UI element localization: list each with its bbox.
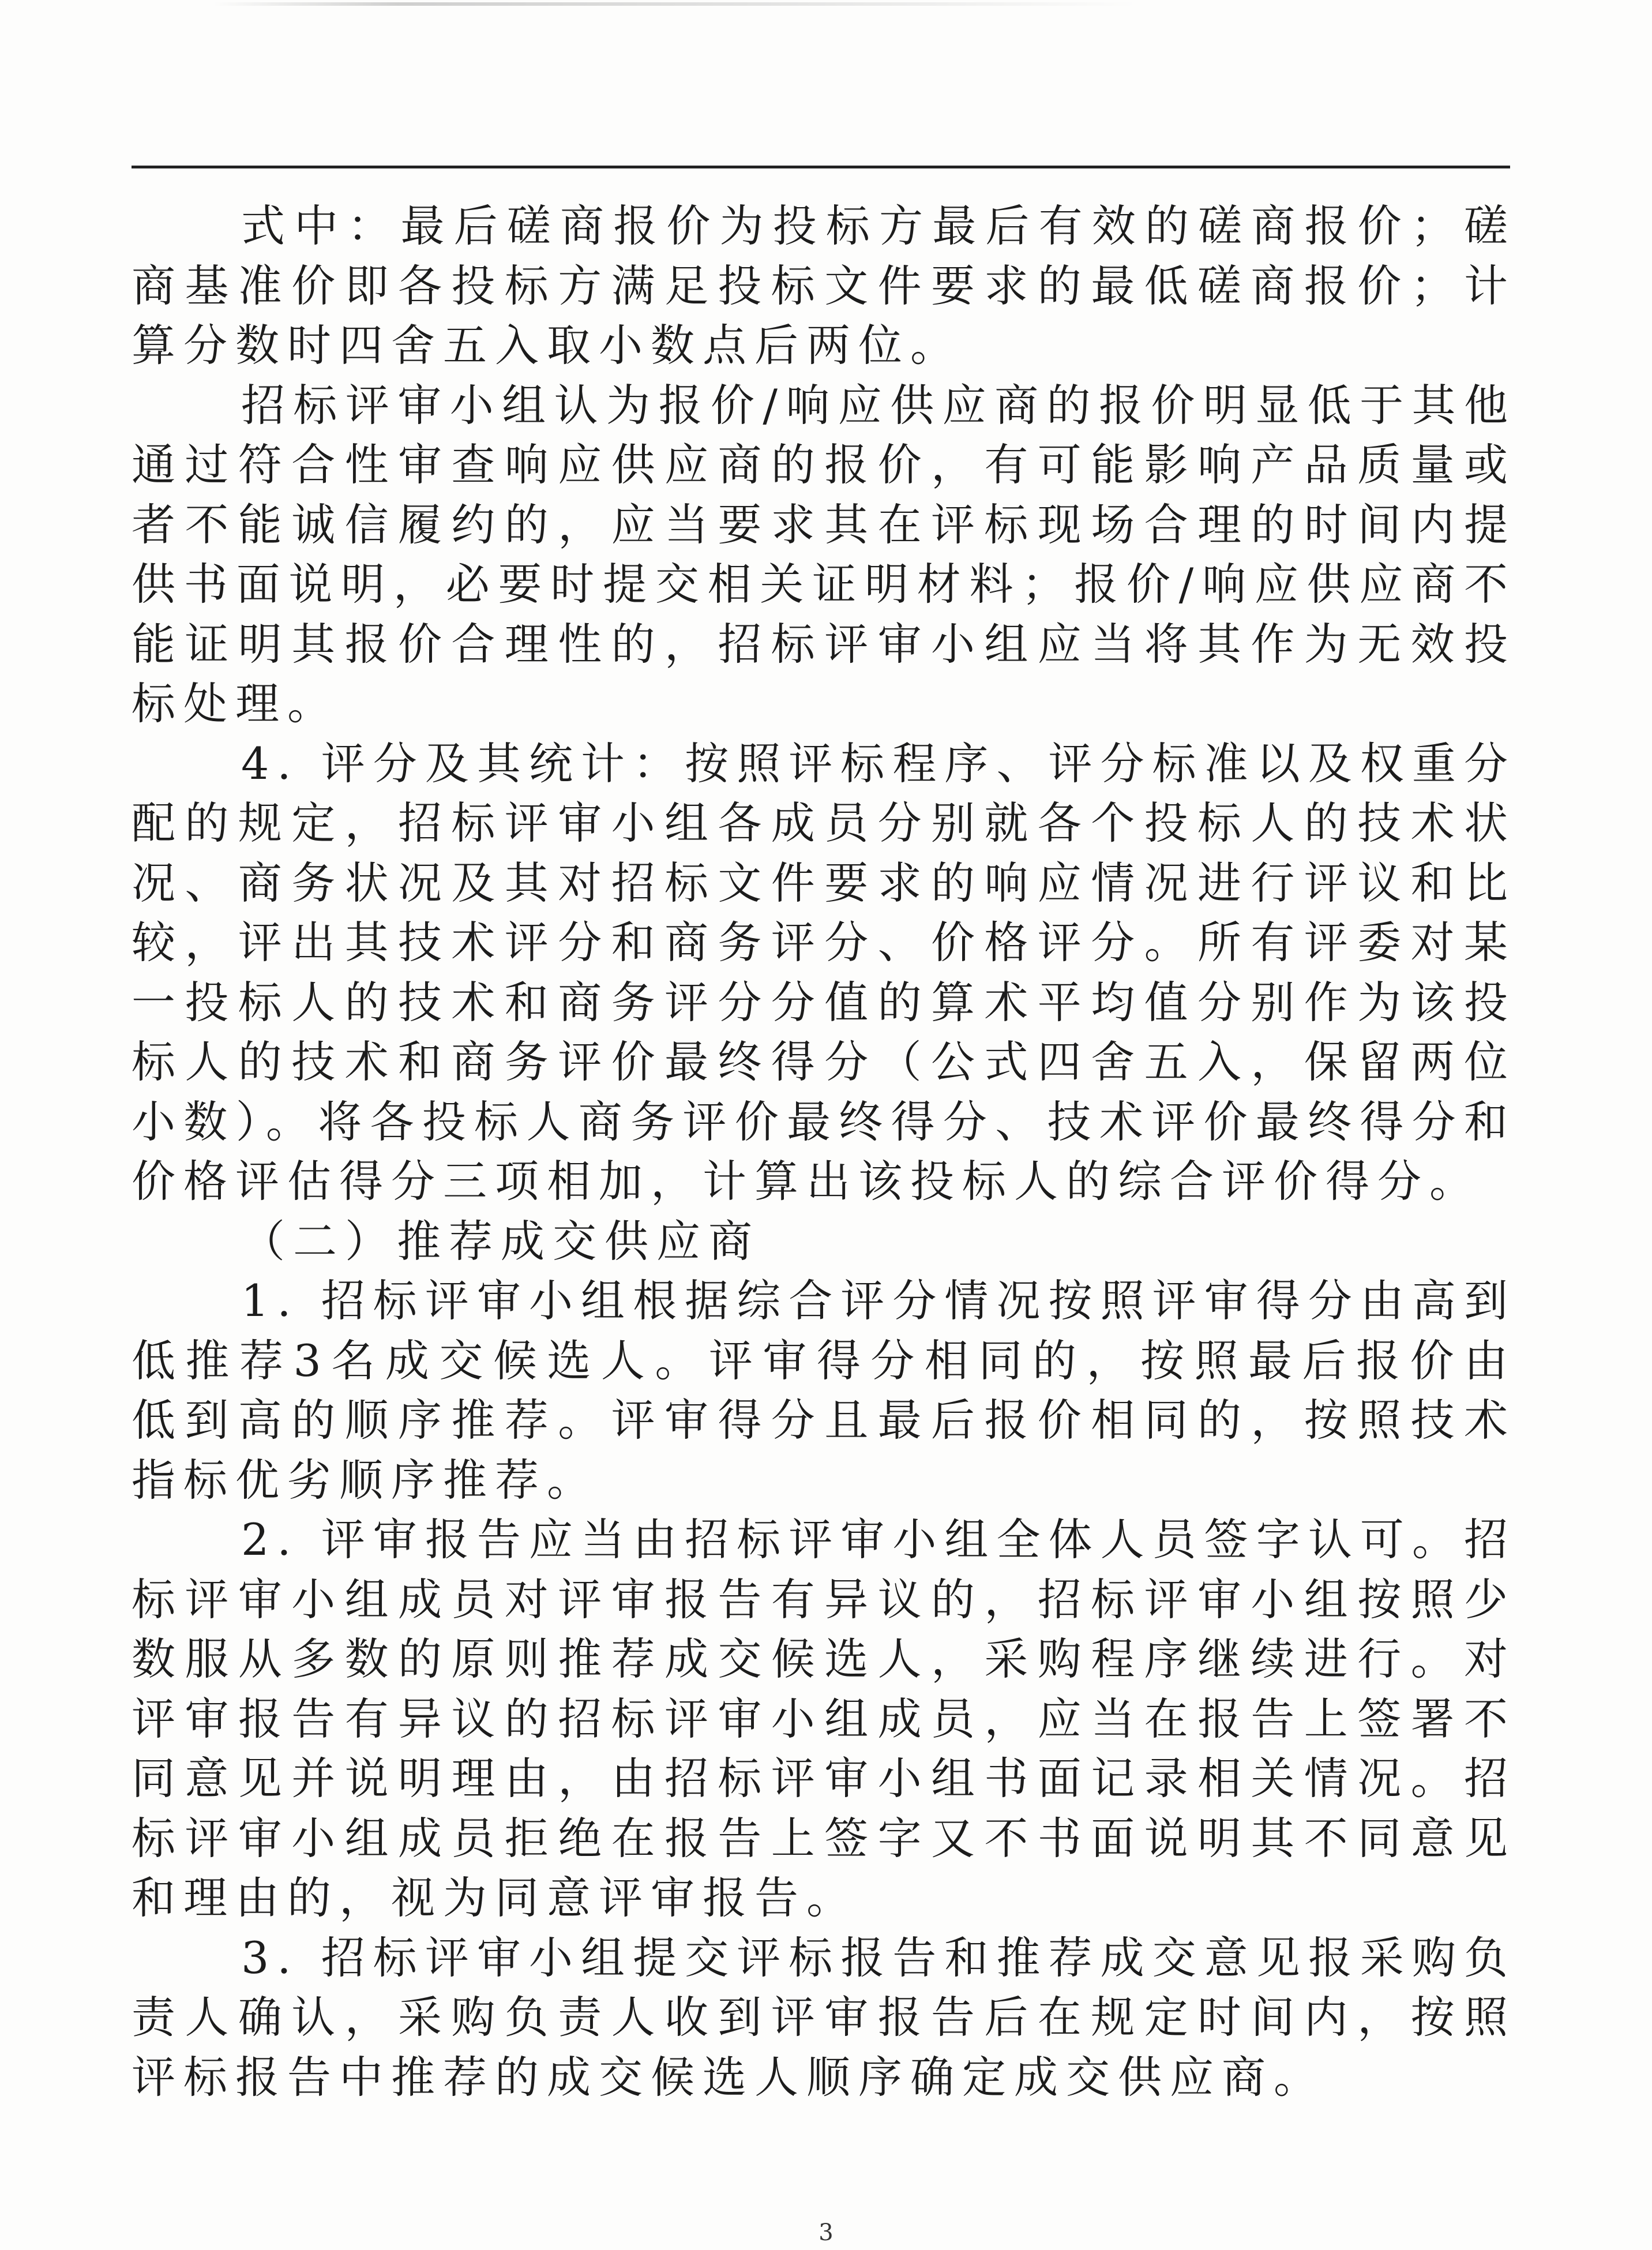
header-rule [132,166,1510,168]
page-number: 3 [819,2219,833,2246]
low-price-review-paragraph: 招标评审小组认为报价/响应供应商的报价明显低于其他通过符合性审查响应供应商的报价，有可能影响产品质量或者不能诚信履约的，应当要求其在评标现场合理的时间内提供书面说明，必要时提交相关证明材料；报价/响应供应商不能证明其报价合理性的，招标评审小组应当将其作为无效投标处理。 [132,379,1516,729]
scoring-statistics-paragraph: 4. 评分及其统计：按照评标程序、评分标准以及权重分配的规定，招标评审小组各成员分别就各个投标人的技术状况、商务状况及其对招标文件要求的响应情况进行评议和比较，评出其技术评分和商务评分、价格评分。所有评委对某一投标人的技术和商务评分分值的算术平均值分别作为该投标人的技术和商务评价最终得分（公式四舍五入，保留两位小数）。将各投标人商务评价最终得分、技术评价最终得分和价格评估得分三项相加，计算出该投标人的综合评价得分。 [132,737,1516,1207]
formula-explanation-paragraph: 式中：最后磋商报价为投标方最后有效的磋商报价；磋商基准价即各投标方满足投标文件要求的最低磋商报价；计算分数时四舍五入取小数点后两位。 [132,200,1516,371]
document-body [132,196,1516,2107]
section-heading: （二）推荐成交供应商 [241,1215,760,1267]
confirm-supplier-paragraph: 3. 招标评审小组提交评标报告和推荐成交意见报采购负责人确认，采购负责人收到评审报告后在规定时间内，按照评标报告中推荐的成交候选人顺序确定成交供应商。 [132,1932,1516,2103]
review-report-paragraph: 2. 评审报告应当由招标评审小组全体人员签字认可。招标评审小组成员对评审报告有异议的，招标评审小组按照少数服从多数的原则推荐成交候选人，采购程序继续进行。对评审报告有异议的招标评审小组成员，应当在报告上签署不同意见并说明理由，由招标评审小组书面记录相关情况。招标评审小组成员拒绝在报告上签字又不书面说明其不同意见和理由的，视为同意评审报告。 [132,1514,1516,1923]
recommend-candidates-paragraph: 1. 招标评审小组根据综合评分情况按照评审得分由高到低推荐3名成交候选人。评审得分相同的，按照最后报价由低到高的顺序推荐。评审得分且最后报价相同的，按照技术指标优劣顺序推荐。 [132,1275,1516,1506]
scan-artifact [213,2,1136,6]
